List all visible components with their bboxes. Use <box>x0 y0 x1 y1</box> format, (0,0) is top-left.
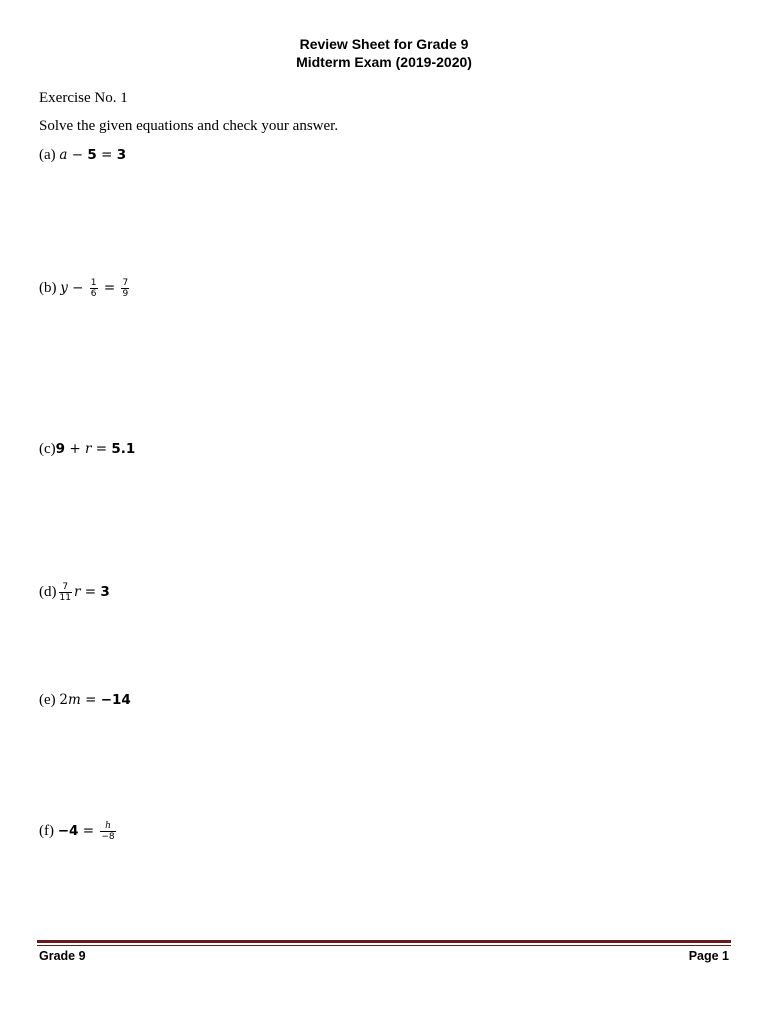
fraction <box>90 278 98 299</box>
numerator: 7 <box>122 278 129 288</box>
document-title: Review Sheet for Grade 9 <box>299 36 469 52</box>
denominator: −8 <box>101 832 115 842</box>
equals-sign: = <box>99 280 120 296</box>
denominator: 9 <box>122 289 129 299</box>
number: 5.1 <box>111 441 136 457</box>
number: 3 <box>100 584 110 600</box>
equation-label: (a) <box>39 147 56 163</box>
equation-e <box>39 691 131 709</box>
equation-label: (f) <box>39 823 54 839</box>
equals-sign: = <box>80 584 101 600</box>
number: 2 <box>59 692 68 708</box>
denominator: 6 <box>90 289 97 299</box>
denominator: 11 <box>59 593 71 603</box>
equation-f <box>39 821 118 842</box>
variable: r <box>73 584 81 600</box>
operator: − <box>67 147 88 163</box>
equation-c <box>39 440 135 458</box>
variable: m <box>68 692 81 708</box>
fraction <box>121 278 129 299</box>
equation-label: (e) <box>39 692 56 708</box>
exercise-instruction: Solve the given equations and check your answer. <box>39 118 339 134</box>
operator: − <box>67 280 88 296</box>
number: −4 <box>57 823 79 839</box>
numerator: 7 <box>59 582 72 593</box>
number: 3 <box>116 147 127 163</box>
equals-sign: = <box>91 441 112 457</box>
number: 5 <box>87 147 97 163</box>
fraction <box>100 821 115 842</box>
variable: a <box>59 147 68 163</box>
equals-sign: = <box>80 692 101 708</box>
equation-label: (c) <box>39 441 56 457</box>
equals-sign: = <box>96 147 117 163</box>
equation-b <box>39 278 131 299</box>
equals-sign: = <box>78 823 99 839</box>
operator: + <box>65 441 85 457</box>
number: 9 <box>55 441 66 457</box>
numerator: 1 <box>90 278 97 288</box>
numerator: h <box>100 821 115 832</box>
equation-d <box>39 582 110 603</box>
equation-a <box>39 146 126 164</box>
equation-label: (d) <box>39 584 57 600</box>
fraction <box>59 582 72 603</box>
footer-grade: Grade 9 <box>39 949 86 963</box>
footer-page-number: Page 1 <box>688 949 729 963</box>
number: −14 <box>100 692 131 708</box>
footer-divider <box>37 940 731 946</box>
variable: r <box>84 441 92 457</box>
variable: y <box>60 280 68 296</box>
document-subtitle: Midterm Exam (2019-2020) <box>296 54 472 70</box>
equation-label: (b) <box>39 280 57 296</box>
exercise-heading: Exercise No. 1 <box>39 90 128 106</box>
